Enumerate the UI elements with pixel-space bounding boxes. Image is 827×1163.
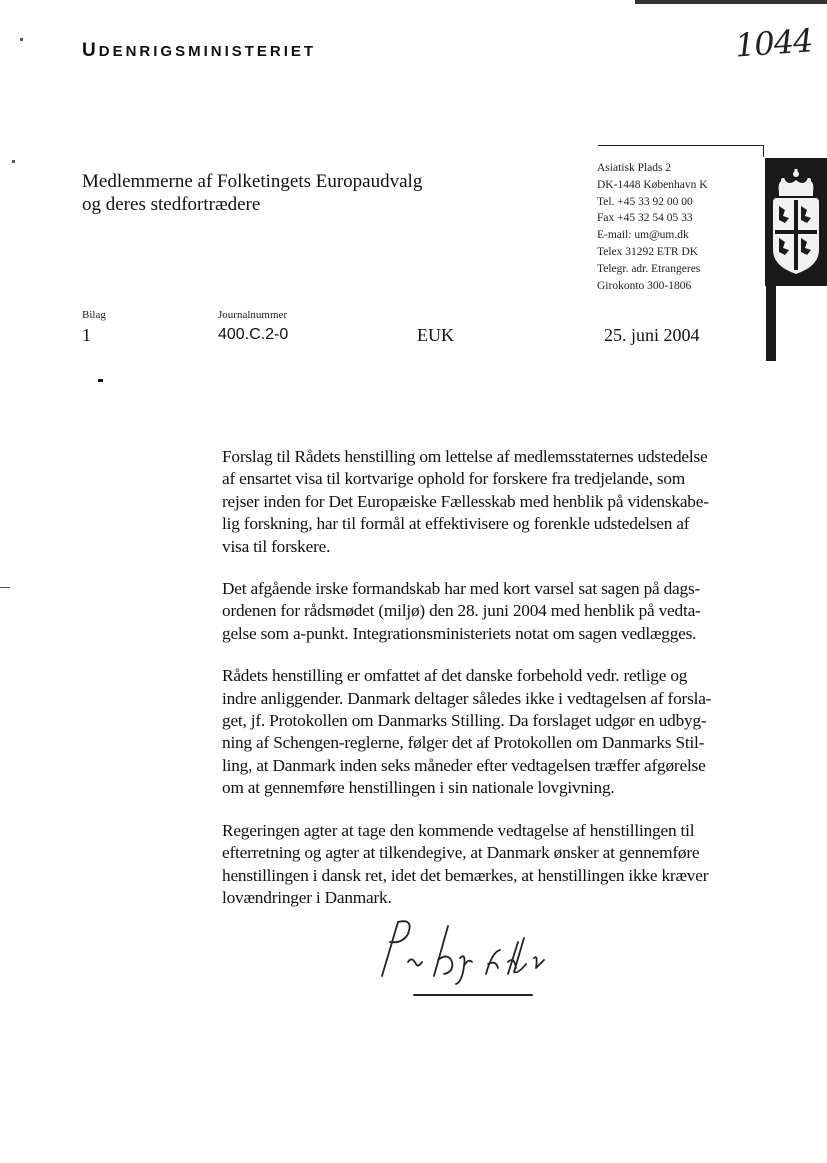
address-line: Telex 31292 ETR DK [597, 245, 699, 258]
paragraph-1: Forslag til Rådets henstilling om lettelse af medlemsstaternes udstedelse af ensartet visa til kortvarige ophold for forskere fra tredjelande, som rejser inden for Det Europæiske Fællesskab med henblik på videnskabe- lig forskning, har til formål at effektivisere og forenkle udstedelsen af visa til forskere. [222, 447, 709, 556]
bilag-value: 1 [82, 325, 91, 345]
office-code: EUK [417, 325, 454, 345]
margin-dot [12, 160, 15, 163]
journal-value: 400.C.2-0 [218, 326, 289, 343]
handwritten-number: 1044 [733, 21, 814, 65]
margin-bullet [98, 379, 103, 382]
address-line: Telegr. adr. Etrangeres [597, 262, 701, 275]
bilag-label: Bilag [82, 309, 106, 321]
royal-crest-icon [765, 158, 827, 286]
ministry-address [597, 160, 708, 294]
recipient-block [82, 170, 422, 216]
address-line: Fax +45 32 54 05 33 [597, 212, 693, 225]
address-rule-end [763, 145, 764, 157]
letterhead-rest: DENRIGSMINISTERIET [98, 43, 317, 60]
address-line: Tel. +45 33 92 00 00 [597, 195, 693, 208]
address-line: Girokonto 300-1806 [597, 279, 692, 292]
signature-underline [413, 994, 533, 996]
recipient-line-2: og deres stedfortrædere [82, 194, 261, 215]
letterhead-initial: U [82, 40, 99, 61]
address-line: Asiatisk Plads 2 [597, 162, 672, 174]
margin-bar [766, 286, 776, 361]
journal-label: Journalnummer [218, 309, 288, 321]
margin-tick [0, 587, 10, 588]
address-line: DK-1448 København K [597, 178, 708, 191]
recipient-line-1: Medlemmerne af Folketingets Europaudvalg [82, 171, 423, 192]
paragraph-2: Det afgående irske formandskab har med kort varsel sat sagen på dags- ordenen for rådsmødet (miljø) den 28. juni 2004 med henblik på vedta- gelse som a-punkt. Integrationsministeriets notat om sagen vedlægges. [222, 579, 701, 643]
letter-body [222, 446, 742, 929]
address-top-rule [598, 145, 764, 146]
margin-dot [20, 38, 23, 41]
letter-date: 25. juni 2004 [604, 325, 700, 345]
scan-edge-mark [635, 0, 827, 4]
ministry-letterhead [82, 40, 316, 62]
paragraph-4: Regeringen agter at tage den kommende vedtagelse af henstillingen til efterretning og agter at tilkendegive, at Danmark ønsker at gennemføre henstillingen i dansk ret, idet det bemærkes, at henstillingen ikke kræver lovændringer i Danmark. [222, 820, 709, 907]
paragraph-3: Rådets henstilling er omfattet af det danske forbehold vedr. retlige og indre anliggender. Danmark deltager således ikke i vedtagelsen af forsla- get, jf. Protokollen om Danmarks Stilling. Da forslaget udgør en udbyg- ning af Schengen-reglerne, følger det af Protokollen om Danmarks Stil- ling, at Danmark inden seks måneder efter vedtagelsen træffer afgørelse om at gennemføre henstillingen i sin nationale lovgivning. [222, 666, 712, 798]
address-line: E-mail: um@um.dk [597, 229, 689, 242]
handwritten-signature [368, 912, 578, 997]
